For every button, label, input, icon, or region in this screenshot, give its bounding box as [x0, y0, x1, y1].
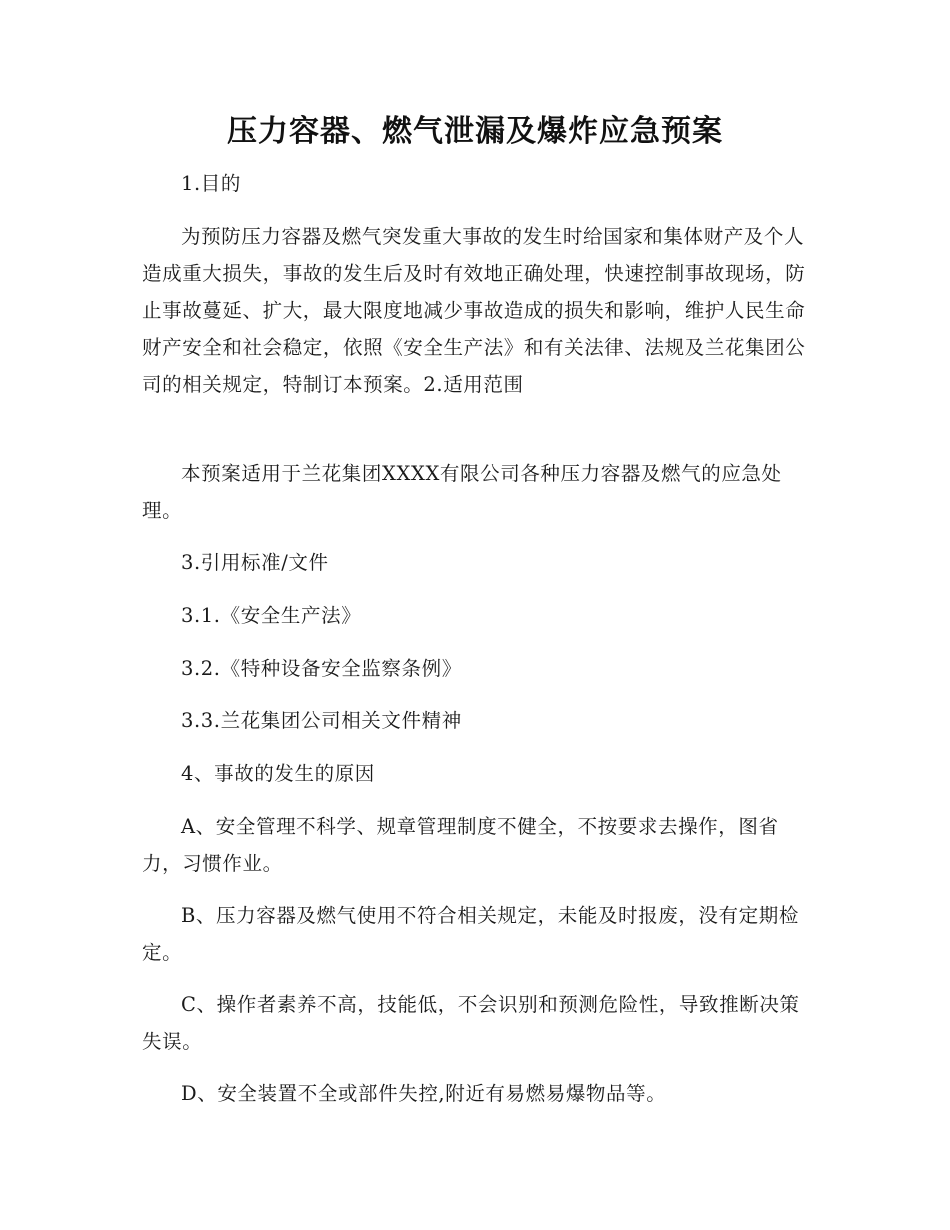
paragraph-purpose-body: 为预防压力容器及燃气突发重大事故的发生时给国家和集体财产及个人造成重大损失，事故的发生后及时有效地正确处理，快速控制事故现场，防止事故蔓延、扩大，最大限度地减少事故造成的损失和影响，维护人民生命财产安全和社会稳定，依照《安全生产法》和有关法律、法规及兰花集团公司的相关规定，特制订本预案。2.适用范围 — [142, 225, 806, 396]
reference-item-3: 3.3.兰花集团公司相关文件精神 — [181, 709, 462, 732]
reference-item-2: 3.2.《特种设备安全监察条例》 — [181, 657, 462, 680]
cause-item-b: B、压力容器及燃气使用不符合相关规定，未能及时报废，没有定期检定。 — [142, 904, 799, 964]
cause-item-c: C、操作者素养不高，技能低，不会识别和预测危险性，导致推断决策失误。 — [142, 993, 800, 1053]
reference-item-1: 3.1.《安全生产法》 — [181, 604, 362, 627]
section-heading-causes: 4、事故的发生的原因 — [181, 762, 375, 785]
section-heading-references: 3.引用标准/文件 — [181, 551, 329, 574]
section-heading-purpose: 1.目的 — [181, 172, 242, 195]
document-title: 压力容器、燃气泄漏及爆炸应急预案 — [227, 114, 723, 149]
paragraph-scope-body: 本预案适用于兰花集团XXXX有限公司各种压力容器及燃气的应急处理。 — [142, 462, 782, 522]
cause-item-d: D、安全装置不全或部件失控,附近有易燃易爆物品等。 — [181, 1082, 667, 1105]
cause-item-a: A、安全管理不科学、规章管理制度不健全，不按要求去操作，图省力，习惯作业。 — [142, 815, 779, 875]
